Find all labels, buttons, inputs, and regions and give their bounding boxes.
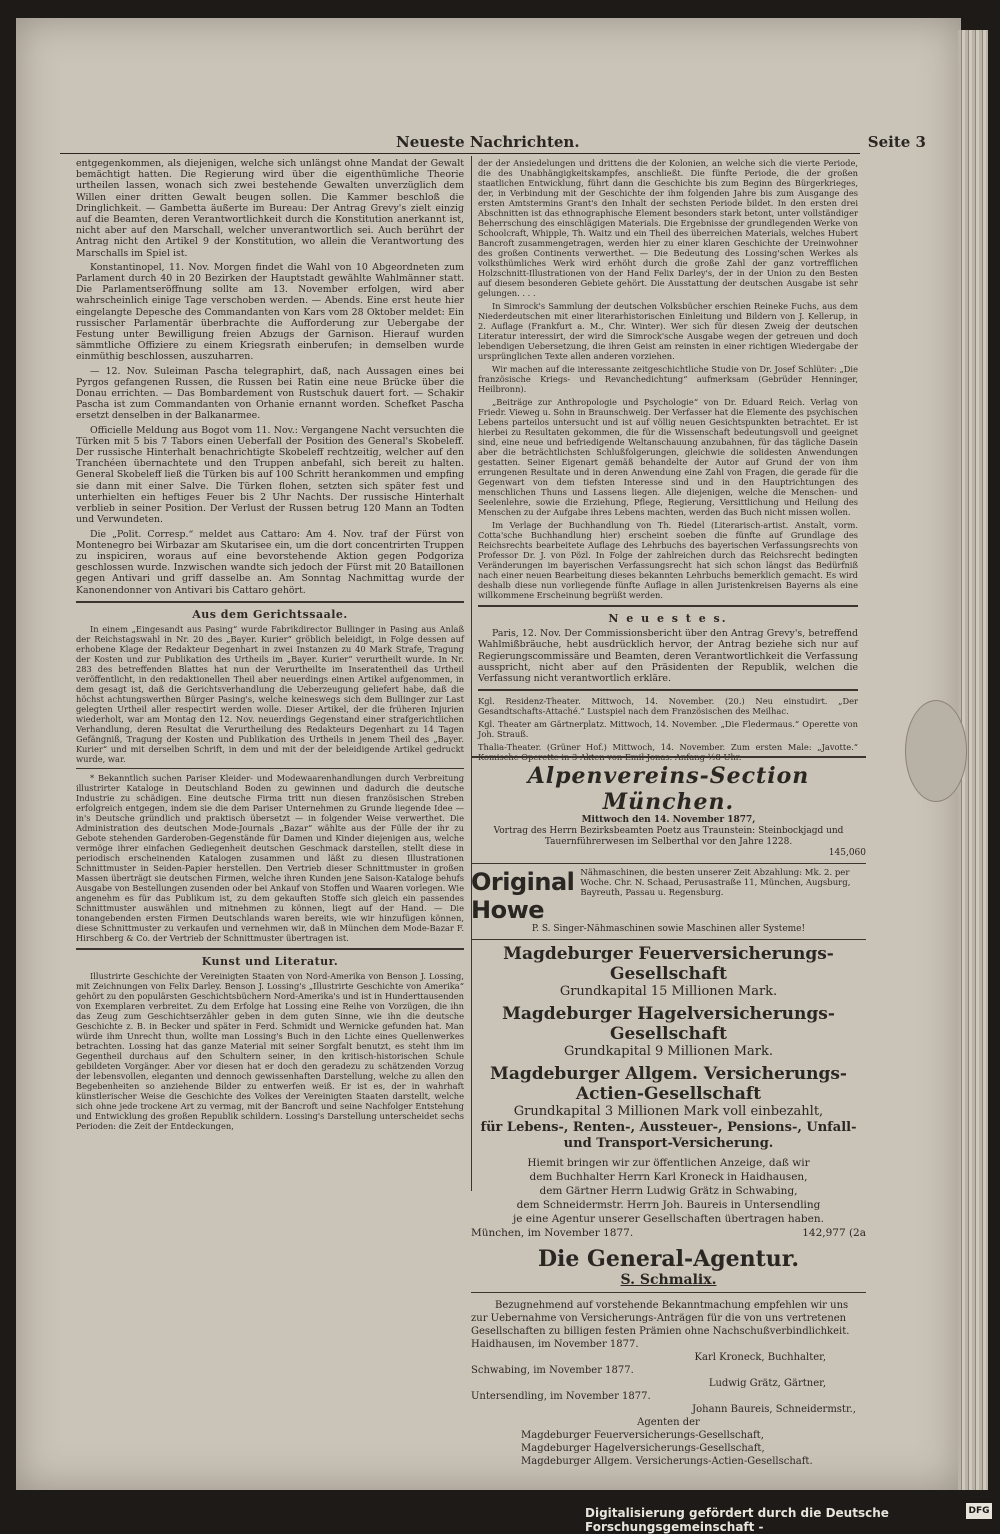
theater-listing: Kgl. Residenz-Theater. Mittwoch, 14. November. (20.) Neu einstudirt. „Der Gesandtschafts-Attaché.“ Lustspiel nach dem Französischen des Meilhac. [478,696,858,717]
page-number: Seite 3 [867,133,926,151]
alpen-ad-ref: 145,060 [828,848,866,858]
notice-signature: Karl Kroneck, Buchhalter, [694,1352,826,1363]
ad-divider [471,756,866,758]
article-paragraph: Officielle Meldung aus Bogot vom 11. Nov.: Vergangene Nacht versuchten die Türken mit 5 bis 7 Tabors einen Ueberfall der Position des General's Skobeleff. Der russische Hinterhalt benachrichtigte Skobeleff rechtzeitig, welcher auf den Tranchéen übernachtete und den Truppen anbefahl, sich bereit zu halten. General Skobeleff ließ die Türken bis auf 100 Schritt herankommen und empfing sie dann mit einer Salve. Die Türken flohen, setzten sich später fest und unterhielten ein heftiges Feuer bis 2 Uhr Nachts. Der russische Hinterhalt verblieb in seiner Position. Der Verlust der Russen betrug 120 Mann an Todten und Verwundeten. [76,424,464,526]
announcement-line: dem Schneidermstr. Herrn Joh. Baureis in Untersendling [516,1199,821,1211]
howe-ad-title: Original Howe [471,868,575,924]
footnote-text: * Bekanntlich suchen Pariser Kleider- und Modewaarenhandlungen durch Verbreitung illustrirter Kataloge in Deutschland Boden zu gewinnen und dadurch die deutsche Industrie zu schädigen. Eine deutsche Firma tritt nun diesen französischen Streben erfolgreich entgegen, indem sie die dem Pariser Unternehmen zu Grunde liegende Idee — in's Deutsche gründlich und praktisch übersetzt — in folgender Weise verwerthet. Die Administration des deutschen Mode-Journals „Bazar“ wählte aus der Fülle der ihr zu Gebote stehenden Garderoben-Gegenstände für Damen und Kinder diejenigen aus, welche vermöge ihrer einfachen Gediegenheit deutschen Geschmack darstellen, stellt diese in periodisch erscheinenden Katalogen zusammen und läßt zu diesen Illustrationen Schnittmuster in Seiden-Papier herstellen. Den Vertrieb dieser Schnittmuster in großen Massen überträgt sie deutschen Firmen, welche ihren Kunden jene Saison-Kataloge behufs Ausgabe von Bestellungen zusenden oder bei Ankauf von Stoffen und Waaren vorlegen. Wie angenehm es für das Publikum ist, zu dem gekauften Stoffe sich gleich ein passendes Schnittmuster auswählen und mitnehmen zu können, liegt auf der Hand. — Die tonangebenden ersten Firmen Deutschlands waren bereits, wie wir hinzufügen können, diese Schnittmuster zu verkaufen und vernehmen wir, daß in München dem Mode-Bazar F. Hirschberg & Co. der Vertrieb der Schnittmuster übertragen ist. [76,772,464,943]
court-text: In einem „Eingesandt aus Pasing“ wurde Fabrikdirector Bullinger in Pasing aus Anlaß der Reichstagswahl in Nr. 20 des „Bayer. Kurier“ gröblich beleidigt, in Folge dessen auf erhobene Klage der Redakteur Degenhart in zwei Instanzen zu 40 Mark Strafe, Tragung der Kosten und zur Publikation des Urtheils im „Bayer. Kurier“ verurtheilt wurde. In Nr. 283 des betreffenden Blattes hat nun der Verurtheilte im Inseratentheil das Urtheil veröffentlicht, in den redaktionellen Theil aber neuerdings einen Artikel aufgenommen, in dem gesagt ist, daß die Gerichtsverhandlung die Ueberzeugung geliefert habe, daß die höchst achtungswerthen Bürger Pasing's, welche keineswegs sich dem Bullinger zur Last gelegten Urtheil aller respectirt werden wolle. Dieser Artikel, der die früheren Injurien wiederholt, war am Montag den 12. Nov. neuerdings Gegenstand einer strafgerichtlichen Verhandlung, deren Resultat die Verurtheilung des Redakteurs Degenhart zu 14 Tagen Gefängniß, Tragung der Kosten und Publikation des Urtheils in jenem Theil des „Bayer. Kurier“ und mit derselben Schrift, in dem und mit der der beleidigende Artikel gedruckt wurde, war. [76,623,464,764]
court-heading: Aus dem Gerichtssaale. [192,607,348,621]
insurance-name-hail: Magdeburger Hagelversicherungs-Gesellschaft [502,1004,835,1044]
alpen-ad-date: Mittwoch den 14. November 1877, [581,815,756,825]
ad-divider [471,1292,866,1293]
right-column [478,158,858,765]
literature-heading: Kunst und Literatur. [201,954,339,968]
alpen-ad-title: Alpenvereins-Section München. [527,763,810,815]
insurance-name-general: Magdeburger Allgem. Versicherungs-Actien-Gesellschaft [490,1064,847,1104]
general-agency-title: Die General-Agentur. [537,1246,800,1272]
section-divider [478,689,858,691]
notice-line: Schwabing, im November 1877. [471,1365,634,1376]
section-divider [76,768,464,769]
insurance-capital-fire: Grundkapital 15 Millionen Mark. [559,984,778,999]
notice-paragraph: Bezugnehmend auf vorstehende Bekanntmachung empfehlen wir uns zur Uebernahme von Versicherungs-Anträgen für die von uns vertretenen Gesellschaften zu billigen festen Prämien ohne Nachschußverbindlichkeit. [471,1300,850,1337]
newspaper-title: Neueste Nachrichten. [396,133,580,151]
notice-line: Magdeburger Allgem. Versicherungs-Actien-Gesellschaft. [521,1456,813,1467]
section-divider [76,601,464,603]
theater-listing: Thalia-Theater. (Grüner Hof.) Mittwoch, 14. November. Zum ersten Male: „Javotte.“ Komische Operette in 3 Akten von Emil Jonas. Anfang ½8 Uhr. [478,742,858,763]
insurance-name-fire: Magdeburger Feuerversicherungs-Gesellschaft [503,944,834,984]
article-paragraph: Wir machen auf die interessante zeitgeschichtliche Studie von Dr. Josef Schlüter: „Die französische Kriegs- und Revanchedichtung“ aufmerksam (Gebrüder Henninger, Heilbronn). [478,364,858,394]
theater-listing: Kgl. Theater am Gärtnerplatz. Mittwoch, 14. November. „Die Fledermaus.“ Operette von Joh. Strauß. [478,719,858,740]
notice-line: Magdeburger Hagelversicherungs-Gesellschaft, [521,1443,765,1454]
dfg-logo-icon: DFG [966,1503,992,1519]
general-agency-name: S. Schmalix. [620,1272,717,1288]
newspaper-page [16,18,961,1490]
article-paragraph: — 12. Nov. Suleiman Pascha telegraphirt, daß, nach Aussagen eines bei Pyrgos gefangenen Russen, die Russen bei Ratin eine neue Brücke über die Donau errichten. — Das Bombardement von Rustschuk dauert fort. — Schakir Pascha ist zum Commandanten von Orhanie ernannt worden. Schefket Pascha ersetzt denselben in der Balkanarmee. [76,365,464,422]
insurance-capital-hail: Grundkapital 9 Millionen Mark. [563,1044,774,1059]
howe-ad-ps: P. S. Singer-Nähmaschinen sowie Maschinen aller Systeme! [531,924,806,934]
section-divider [478,605,858,607]
left-column [76,158,464,1134]
agency-announcement [471,1156,866,1240]
article-paragraph: entgegenkommen, als diejenigen, welche sich unlängst ohne Mandat der Gewalt bemächtigt hatten. Die Regierung wird über die eigenthümliche Theorie urtheilen lassen, wonach sich zwei bestehende Gewalten unverzüglich dem Willen einer dritten Gewalt beugen sollen. Die Kammer beschloß die Dringlichkeit. — Gambetta äußerte im Bureau: Der Antrag Grevy's zielt einzig auf die Beamten, deren Verantwortlichkeit durch die Konstitution anerkannt ist, nicht aber auf den Marschall, welcher unverantwortlich sei. Auch berührt der Antrag nicht den Artikel 9 der Konstitution, wo allein die Verantwortung des Marschalls im Spiel ist. [76,158,464,259]
insurance-types: für Lebens-, Renten-, Aussteuer-, Pensions-, Unfall- und Transport-Versicherung. [480,1120,857,1151]
neuestes-text: Paris, 12. Nov. Der Commissionsbericht über den Antrag Grevy's, betreffend Wahlmißbräuche, hebt ausdrücklich hervor, der Antrag beziehe sich nur auf Regierungscommissäre und Beamten, deren Verantwortlichkeit die Verfassung ausspricht, nicht aber auf den Präsidenten der Republik, welchen die Verfassung nicht verantwortlich erkläre. [478,628,858,685]
ad-divider [471,863,866,864]
insurance-capital-general: Grundkapital 3 Millionen Mark voll einbezahlt, [513,1104,824,1119]
article-paragraph: Konstantinopel, 11. Nov. Morgen findet die Wahl von 10 Abgeordneten zum Parlament durch 40 in 20 Bezirken der Hauptstadt gewählte Wahlmänner statt. Die Parlamentseröffnung sollte am 13. November erfolgen, wird aber wahrscheinlich einige Tage verschoben werden. — Abends. Eine erst heute hier eingelangte Depesche des Commandanten von Kars vom 28 Oktober meldet: Ein russischer Parlamentär überbrachte die Aufforderung zur Uebergabe der Festung unter Bewilligung freien Abzugs der Garnison. Hierauf wurden sämmtliche Offiziere zu einem Kriegsrath einberufen; in demselben wurde einmüthig beschlossen, auszuharren. [76,261,464,363]
announcement-line: je eine Agentur unserer Gesellschaften übertragen haben. [513,1213,824,1225]
announcement-ref: 142,977 (2a [802,1227,866,1239]
announcement-line: Hiemit bringen wir zur öffentlichen Anzeige, daß wir [527,1157,810,1169]
agents-notice [471,1299,866,1468]
article-paragraph: In Simrock's Sammlung der deutschen Volksbücher erschien Reineke Fuchs, aus dem Niederdeutschen mit einer literarhistorischen Einleitung und Bildern von J. Kellerup, in 2. Auflage (Frankfurt a. M., Chr. Winter). Wer sich für diesen Zweig der deutschen Literatur interessirt, der wird die Simrock'sche Ausgabe wegen der getreuen und doch lebendigen Uebersetzung, die ihren Geist am reinsten in einer richtigen Wiedergabe der ursprünglichen Texte allen anderen vorziehen. [478,301,858,361]
announcement-date: München, im November 1877. [471,1227,634,1239]
howe-ad-text: Nähmaschinen, die besten unserer Zeit Abzahlung: Mk. 2. per Woche. Chr. N. Schaad, Perusastraße 11, München, Augsburg, Bayreuth, Passau u. Regensburg. [580,868,851,898]
notice-line: Magdeburger Feuerversicherungs-Gesellschaft, [521,1430,764,1441]
howe-ad [471,868,866,924]
notice-line: Haidhausen, im November 1877. [471,1339,639,1350]
notice-line: Agenten der [637,1417,700,1428]
article-paragraph: „Beiträge zur Anthropologie und Psychologie“ von Dr. Eduard Reich. Verlag von Friedr. Vieweg u. Sohn in Braunschweig. Der Verfasser hat die Elemente des psychischen Lebens parteilos untersucht und ist auf völlig neuen Gesichtspunkten betrachtet. Er ist hierbei zu Resultaten gekommen, die für die Wissenschaft bedeutungsvoll und geeignet sind, eine neue und befriedigende Weltanschauung anzubahnen, für das tägliche Dasein aber die beträchtlichsten Schlußfolgerungen, gleichwie die solidesten Anwendungen gestatten. Seiner Eigenart gemäß behandelte der Autor auf Grund der von ihm errungenen Resultate und in deren Anwendung eine Zahl von Fragen, die gerade für die Gegenwart von dem tiefsten Interesse sind und in den Hauptrichtungen des menschlichen Thuns und Lassens liegen. Alle diejenigen, welche die Menschen- und Seelenlehre, sowie die Erziehung, Pflege, Regierung, Versittlichung und Heilung des Menschen zu der Aufgabe ihres Lebens machten, werden das Buch nicht missen wollen. [478,397,858,517]
alpen-ad-text: Vortrag des Herrn Bezirksbeamten Poetz aus Traunstein: Steinbockjagd und Tauernführerwesen im Selberthal vor den Jahre 1228. [493,826,844,847]
notice-line: Untersendling, im November 1877. [471,1391,651,1402]
announcement-footer [471,1226,866,1240]
notice-signature: Ludwig Grätz, Gärtner, [708,1378,826,1389]
literature-text: Illustrirte Geschichte der Vereinigten Staaten von Nord-Amerika von Benson J. Lossing, mit Zeichnungen von Felix Darley. Benson J. Lossing's „Illustrirte Geschichte von Amerika“ gehört zu den populärsten Geschichtsbüchern Nord-Amerika's und ist in Hunderttausenden von Exemplaren verbreitet. Zu dem Erfolge hat Lossing eine Reihe von Vorzügen, die ihn das Zeug zum Geschichtserzähler geben in dem guten Sinne, wie ihn die deutsche Geschichte z. B. in Becker und später in Ferd. Schmidt und Wernicke gefunden hat. Man würde ihm Unrecht thun, wollte man Lossing's Buch in den Lichte eines Quellenwerkes betrachten. Lossing hat das ganze Material mit seiner Sorgfalt benutzt, es steht ihm im Gegentheil durchaus auf den Schultern seiner, in den kritisch-historischen Schule gebildeten Vorgänger. Aber vor diesen hat er doch den geradezu zu schätzenden Vorzug der lebensvollen, eleganten und dennoch gewissenhaften Darstellung, welche zu allen den Begebenheiten so anziehende Bilder zu entwerfen weiß. Er ist es, der in wahrhaft künstlerischer Weise die Geschichte des Volkes der Vereinigten Staaten darstellt, welche sich ohne jede trockene Art zu vermag, mit der Bancroft und seine Nachfolger Entstehung und Entwicklung des großen Republik schildern. Lossing's Darstellung unterscheidet sechs Perioden: die Zeit der Entdeckungen, [76,971,464,1132]
article-paragraph: der der Ansiedelungen und drittens die der Kolonien, an welche sich die vierte Periode, die des Unabhängigkeitskampfes, anschließt. Die fünfte Periode, die der großen staatlichen Entwicklung, führt dann die Geschichte bis zum Beginn des Bürgerkrieges, der, in Verbindung mit der Geschichte der ihm folgenden Jahre bis zum Ausgange des ersten Amtstermins Grant's den Inhalt der sechsten Periode bildet. In den ersten drei Abschnitten ist das ethnographische Element besonders stark betont, unter vollständiger Beherrschung des einschlägigen Materials. Die Ergebnisse der grundlegenden Werke von Schoolcraft, Whipple, Th. Waitz und ein Theil des überreichen Materials, welches Hubert Bancroft zusammengetragen, werden hier zu einer klaren Geschichte der Ureinwohner des großen Continents verwerthet. — Die Bedeutung des Lossing'schen Werkes als volksthümliches Werk wird erhöht durch die große Zahl der ganz vortrefflichen Holzschnitt-Illustrationen von der Hand Felix Darley's, der in der Union zu den Besten auf diesem besonderen Gebiete gehört. Die Ausstattung der deutschen Ausgabe ist sehr gelungen. . . . [478,158,858,298]
announcement-line: dem Buchhalter Herrn Karl Kroneck in Haidhausen, [529,1171,808,1183]
advertisements [471,751,866,1468]
article-paragraph: Im Verlage der Buchhandlung von Th. Riedel (Literarisch-artist. Anstalt, vorm. Cotta'sche Buchhandlung hier) erscheint soeben die fünfte auf Grundlage des Reichsrechts bearbeitete Auflage des Lehrbuchs des bayerischen Verfassungsrechts von Professor Dr. J. von Pözl. In Folge der zahlreichen durch das Reichsrecht bedingten Veränderungen im bayerischen Verfassungsrecht hat sich schon längst das Bedürfniß nach einer neuen Bearbeitung dieses bekannten Lehrbuchs bemerklich gemacht. Es wird deshalb diese nun vorliegende fünfte Auflage in allen Juristenkreisen Bayerns als eine willkommene Erscheinung begrüßt werden. [478,520,858,600]
notice-signature: Johann Baureis, Schneidermstr., [692,1404,856,1415]
neuestes-heading: N e u e s t e s. [608,612,728,625]
digitization-credit: Digitalisierung gefördert durch die Deutsche Forschungsgemeinschaft - [585,1506,889,1534]
header-rule [60,153,860,154]
section-divider [76,948,464,950]
article-paragraph: Die „Polit. Corresp.“ meldet aus Cattaro: Am 4. Nov. traf der Fürst von Montenegro bei Wirbazar am Skutarisee ein, um die dort concentrirten Truppen zu inspiciren, woraus auf eine bevorstehende Aktion gegen Podgoriza geschlossen wurde. Inzwischen wandte sich jedoch der Fürst mit 20 Bataillonen gegen Antivari und griff dasselbe an. Am Sonntag Nachmittag wurde der Kanonendonner von Antivari bis Cattaro gehört. [76,528,464,596]
ad-divider [471,939,866,940]
binding-clip [905,700,967,802]
announcement-line: dem Gärtner Herrn Ludwig Grätz in Schwabing, [539,1185,798,1197]
